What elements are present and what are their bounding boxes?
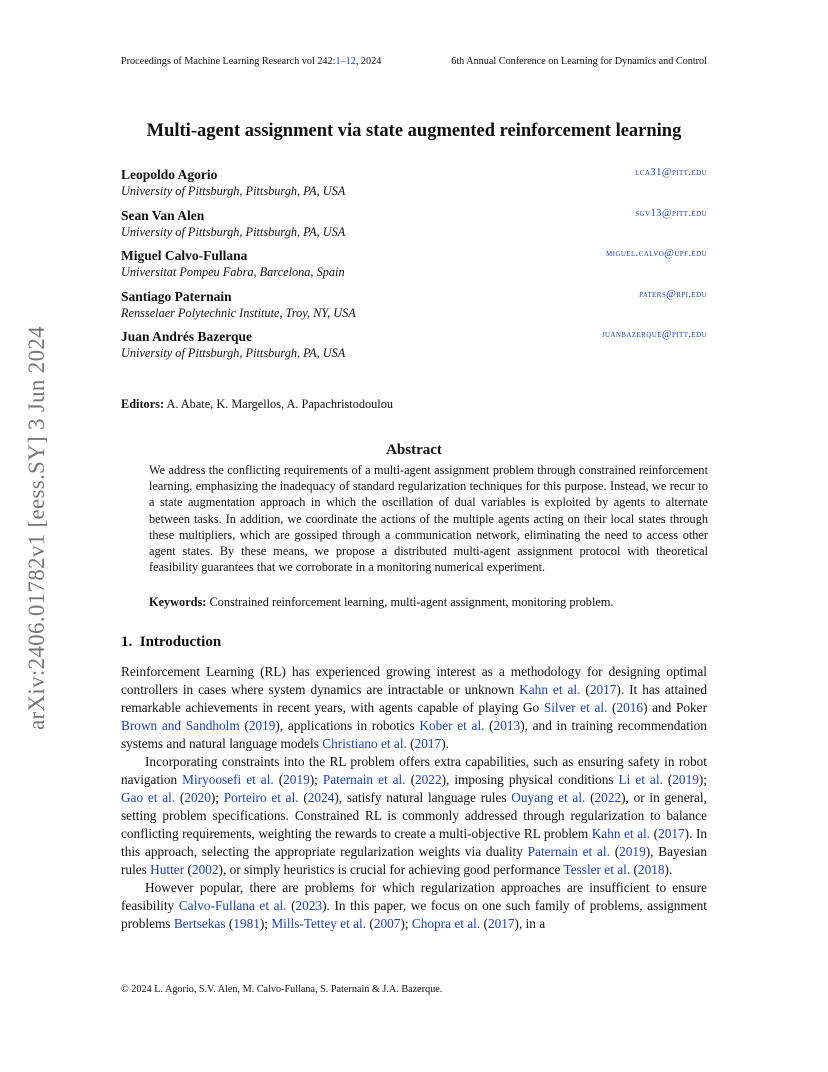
- section-title: Introduction: [139, 634, 222, 650]
- paragraph-text: );: [309, 772, 323, 787]
- author-email-link[interactable]: miguel.calvo@upf.edu: [606, 248, 707, 259]
- intro-paragraph: [121, 879, 707, 933]
- citation-link[interactable]: 2002: [191, 862, 219, 877]
- author-block: [121, 328, 707, 369]
- proceedings-label: Proceedings of Machine Learning Research vol 242:1–12, 2024: [121, 56, 382, 67]
- citation-link[interactable]: Calvo-Fullana et al.: [178, 898, 287, 913]
- intro-paragraph: [121, 753, 707, 879]
- author-email-link[interactable]: paters@rpi.edu: [639, 288, 707, 300]
- abstract-heading: Abstract: [386, 442, 442, 458]
- running-header: [121, 55, 707, 68]
- paragraph-text: ). In this approach, selecting the appropriate regularization weights via duality: [121, 826, 708, 859]
- author-affiliation: University of Pittsburgh, Pittsburgh, PA, USA: [121, 184, 346, 198]
- citation-link[interactable]: Paternain et al.: [322, 772, 406, 787]
- paragraph-text: (: [225, 916, 234, 931]
- editors-line: [121, 396, 393, 412]
- paragraph-text: ), Bayesian rules: [121, 844, 707, 877]
- citation-link[interactable]: 2020: [184, 790, 211, 805]
- paragraph-text: Reinforcement Learning (RL) has experienced growing interest as a methodology for designing optimal controllers in cases where system dynamics are intractable or unknown: [121, 664, 707, 697]
- paragraph-text: );: [400, 916, 412, 931]
- citation-link[interactable]: 2017: [487, 916, 515, 931]
- paragraph-text: );: [259, 916, 272, 931]
- paragraph-text: (: [239, 718, 249, 733]
- citation-link[interactable]: 2017: [414, 736, 442, 751]
- paragraph-text: (: [298, 790, 308, 805]
- paragraph-text: (: [480, 916, 488, 931]
- citation-link[interactable]: 2017: [589, 682, 617, 697]
- paragraph-text: (: [580, 682, 590, 697]
- citation-link[interactable]: 2022: [594, 790, 622, 805]
- citation-link[interactable]: 2023: [295, 898, 323, 913]
- citation-link[interactable]: 2022: [415, 772, 442, 787]
- page-range-link[interactable]: 1–12: [335, 56, 356, 67]
- paragraph-text: (: [585, 790, 595, 805]
- conference-label: 6th Annual Conference on Learning for Dynamics and Control: [451, 56, 707, 67]
- paragraph-text: (: [662, 772, 673, 787]
- paragraph-text: (: [184, 862, 192, 877]
- author-name: Sean Van Alen: [121, 207, 205, 223]
- citation-link[interactable]: Paternain et al.: [527, 844, 610, 859]
- author-block: [121, 207, 707, 248]
- paragraph-text: ), applications in robotics: [275, 718, 420, 733]
- author-affiliation: Rensselaer Polytechnic Institute, Troy, NY, USA: [121, 305, 356, 320]
- paragraph-text: (: [609, 844, 620, 859]
- paragraph-text: ), satisfy natural language rules: [334, 790, 512, 805]
- citation-link[interactable]: 2018: [637, 862, 665, 877]
- paragraph-text: (: [607, 700, 617, 715]
- citation-link[interactable]: Hutter: [150, 862, 185, 877]
- citation-link[interactable]: 2007: [373, 916, 401, 931]
- citation-link[interactable]: Mills-Tettey et al.: [271, 916, 367, 931]
- author-name: Miguel Calvo-Fullana: [121, 248, 248, 263]
- author-affiliation: Universitat Pompeu Fabra, Barcelona, Spain: [121, 265, 345, 279]
- citation-link[interactable]: Gao et al.: [121, 790, 176, 805]
- author-affiliation: University of Pittsburgh, Pittsburgh, PA, USA: [121, 224, 346, 239]
- author-block: [121, 166, 707, 207]
- abstract-text: We address the conflicting requirements of a multi-agent assignment problem through constrained reinforcement learning, emphasizing the inadequacy of standard regularization techniques for this purpose. Instead, we recur to a state augmentation approach in which the oscillation of dual variables is exploited by agents to alternate between tasks. In addition, we coordinate the actions of the multiple agents acting on their local states through these multipliers, which are gossiped through a communication network, eliminating the need to access other agent states. By these means, we propose a distributed multi-agent assignment protocol with theoretical feasibility guarantees that we corroborate in a monitoring numerical experiment.: [149, 463, 708, 575]
- paragraph-text: ), or in general, setting problem specifications. Constrained RL is commonly addressed through regularization to balance conflicting requirements, weighting the rewards to create a multi-objective RL problem: [121, 790, 707, 841]
- citation-link[interactable]: Kober et al.: [419, 718, 485, 733]
- citation-link[interactable]: 2013: [493, 718, 521, 733]
- author-name: Juan Andrés Bazerque: [121, 329, 253, 344]
- citation-link[interactable]: Bertsekas: [173, 916, 226, 931]
- citation-link[interactable]: Miryoosefi et al.: [182, 772, 274, 787]
- paragraph-text: ), and in training recommendation systems and natural language models: [121, 718, 707, 751]
- section-heading-introduction: [121, 632, 221, 652]
- author-affiliation: University of Pittsburgh, Pittsburgh, PA, USA: [121, 346, 346, 360]
- keywords-text: Constrained reinforcement learning, multi-agent assignment, monitoring problem.: [209, 595, 614, 609]
- paragraph-text: ).: [441, 736, 449, 751]
- intro-paragraph: [121, 663, 707, 753]
- paragraph-text: ).: [664, 862, 673, 877]
- author-block: [121, 247, 707, 288]
- paragraph-text: ). It has attained remarkable achievements in recent years, with agents capable of playing Go: [121, 682, 707, 715]
- author-block: [121, 288, 707, 329]
- citation-link[interactable]: Kahn et al.: [519, 682, 581, 697]
- citation-link[interactable]: 2016: [616, 700, 644, 715]
- citation-link[interactable]: 2019: [619, 844, 646, 859]
- introduction-body: [121, 663, 707, 933]
- citation-link[interactable]: 2017: [658, 826, 685, 841]
- citation-link[interactable]: Tessler et al.: [563, 862, 631, 877]
- paragraph-text: Incorporating constraints into the RL problem offers extra capabilities, such as ensuring safety in robot navigation: [121, 754, 707, 787]
- author-list: [121, 166, 707, 369]
- citation-link[interactable]: 2024: [307, 790, 335, 805]
- paragraph-text: ), or simply heuristics is crucial for achieving good performance: [218, 862, 564, 877]
- paragraph-text: ), imposing physical conditions: [441, 772, 619, 787]
- author-email-link[interactable]: lca31@pitt.edu: [635, 167, 707, 178]
- citation-link[interactable]: 2019: [248, 718, 276, 733]
- paper-title: Multi-agent assignment via state augmented reinforcement learning: [146, 121, 682, 141]
- citation-link[interactable]: Christiano et al.: [322, 736, 407, 751]
- author-email-link[interactable]: juanbazerque@pitt.edu: [601, 329, 707, 340]
- arxiv-id-text: arXiv:2406.01782v1 [eess.SY] 3 Jun 2024: [24, 325, 50, 730]
- author-name: Leopoldo Agorio: [121, 167, 218, 182]
- citation-link[interactable]: Brown and Sandholm: [121, 718, 240, 733]
- paragraph-text: (: [405, 772, 415, 787]
- citation-link[interactable]: Chopra et al.: [411, 916, 481, 931]
- paragraph-text: );: [210, 790, 224, 805]
- paragraph-text: );: [698, 772, 707, 787]
- citation-link[interactable]: Silver et al.: [543, 700, 608, 715]
- editors-label: Editors:: [121, 397, 165, 411]
- section-number: 1.: [121, 634, 133, 650]
- paragraph-text: (: [175, 790, 185, 805]
- keywords-line: [149, 594, 708, 610]
- citation-link[interactable]: 2019: [672, 772, 699, 787]
- paragraph-text: ), in a: [514, 916, 546, 931]
- citation-link[interactable]: Ouyang et al.: [511, 790, 586, 805]
- paragraph-text: (: [273, 772, 284, 787]
- citation-link[interactable]: 1981: [233, 916, 260, 931]
- paragraph-text: ). In this paper, we focus on one such family of problems, assignment problems: [121, 898, 708, 931]
- paragraph-text: (: [650, 826, 659, 841]
- paragraph-text: (: [630, 862, 638, 877]
- citation-link[interactable]: Kahn et al.: [591, 826, 651, 841]
- paragraph-text: (: [286, 898, 296, 913]
- editors-names: A. Abate, K. Margellos, A. Papachristodoulou: [166, 397, 394, 411]
- citation-link[interactable]: 2019: [283, 772, 310, 787]
- citation-link[interactable]: Porteiro et al.: [223, 790, 299, 805]
- arxiv-side-stamp: [22, 290, 52, 765]
- citation-link[interactable]: Li et al.: [618, 772, 663, 787]
- paragraph-text: (: [406, 736, 415, 751]
- author-name: Santiago Paternain: [121, 288, 232, 304]
- keywords-label: Keywords:: [149, 595, 207, 609]
- copyright-footer: © 2024 L. Agorio, S.V. Alen, M. Calvo-Fullana, S. Paternain & J.A. Bazerque.: [121, 984, 443, 995]
- paragraph-text: (: [484, 718, 494, 733]
- paragraph-text: ) and Poker: [643, 700, 707, 715]
- author-email-link[interactable]: sgv13@pitt.edu: [635, 207, 707, 219]
- paragraph-text: (: [366, 916, 374, 931]
- paragraph-text: However popular, there are problems for which regularization approaches are insufficient to ensure feasibility: [121, 880, 707, 913]
